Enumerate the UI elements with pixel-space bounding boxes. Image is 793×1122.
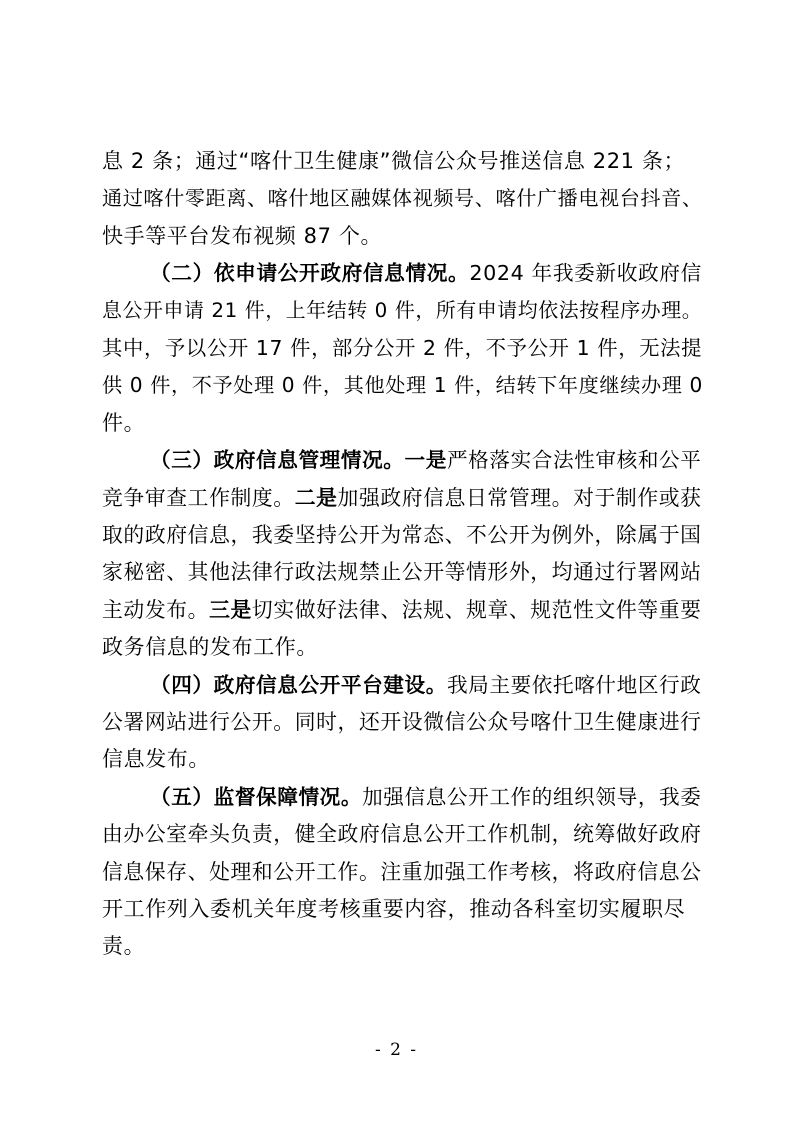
text-line	[102, 631, 702, 663]
text: 信息发布。	[102, 747, 210, 772]
text-line	[102, 332, 702, 364]
text: 公署网站进行公开。同时，还开设微信公众号喀什卫生健康进行	[102, 710, 702, 734]
text: 其中，予以公开 17 件，部分公开 2 件，不予公开 1 件，无法提	[102, 336, 703, 360]
text-line	[102, 295, 702, 327]
text: 切实做好法律、法规、规章、规范性文件等重要	[251, 597, 702, 622]
text-line	[102, 519, 702, 551]
text: 政务信息的发布工作。	[102, 635, 318, 660]
section-heading-line	[150, 257, 702, 289]
text: 加强政府信息日常管理。对于制作或获	[337, 485, 702, 510]
text: 快手等平台发布视频 87 个。	[102, 223, 383, 248]
text-line	[102, 407, 702, 439]
emphasis: 二是	[294, 485, 338, 510]
text: 责。	[102, 934, 146, 959]
text: 竞争审查工作制度。	[102, 485, 295, 510]
text: 主动发布。	[102, 597, 210, 622]
text-line	[102, 930, 702, 962]
text: 严格落实合法性审核和公平	[446, 448, 702, 473]
text-line	[102, 818, 702, 850]
text-line	[102, 856, 702, 888]
section-heading: （四）政府信息公开平台建设。	[150, 672, 447, 697]
section-heading: （三）政府信息管理情况。一是	[150, 448, 447, 473]
text: 由办公室牵头负责，健全政府信息公开工作机制，统筹做好政府	[102, 822, 702, 847]
text: 加强信息公开工作的组织领导，我委	[362, 784, 702, 809]
text: 供 0 件，不予处理 0 件，其他处理 1 件，结转下年度继续办理 0	[102, 373, 703, 398]
text: 信息保存、处理和公开工作。注重加强工作考核，将政府信息公	[102, 859, 702, 884]
section-heading: （五）监督保障情况。	[150, 784, 363, 809]
section-heading-line	[150, 669, 702, 701]
text-line	[102, 594, 702, 626]
text: 息 2 条；通过“喀什卫生健康”微信公众号推送信息 221 条；	[102, 149, 686, 173]
section-heading-line	[150, 444, 702, 476]
text-line	[102, 893, 702, 925]
text: 件。	[102, 410, 146, 435]
text-line	[102, 482, 702, 514]
text: 通过喀什零距离、喀什地区融媒体视频号、喀什广播电视台抖音、	[102, 186, 703, 211]
section-heading: （二）依申请公开政府信息情况。	[150, 261, 470, 286]
emphasis: 三是	[209, 597, 252, 622]
text: 我局主要依托喀什地区行政	[446, 672, 702, 697]
text-line	[102, 182, 702, 214]
text: 息公开申请 21 件，上年结转 0 件，所有申请均依法按程序办理。	[102, 298, 703, 322]
text: 开工作列入委机关年度考核重要内容，推动各科室切实履职尽	[102, 897, 686, 921]
text: 取的政府信息，我委坚持公开为常态、不公开为例外，除属于国	[102, 523, 702, 547]
text-line	[102, 145, 702, 177]
section-heading-line	[150, 781, 702, 813]
text-line	[102, 556, 702, 588]
text-line	[102, 743, 702, 775]
page-number: - 2 -	[374, 1040, 419, 1060]
text-line	[102, 706, 702, 738]
text: 2024 年我委新收政府信	[469, 261, 702, 286]
text: 家秘密、其他法律行政法规禁止公开等情形外，均通过行署网站	[102, 560, 702, 585]
text-line	[102, 369, 702, 401]
text-line	[102, 220, 702, 252]
